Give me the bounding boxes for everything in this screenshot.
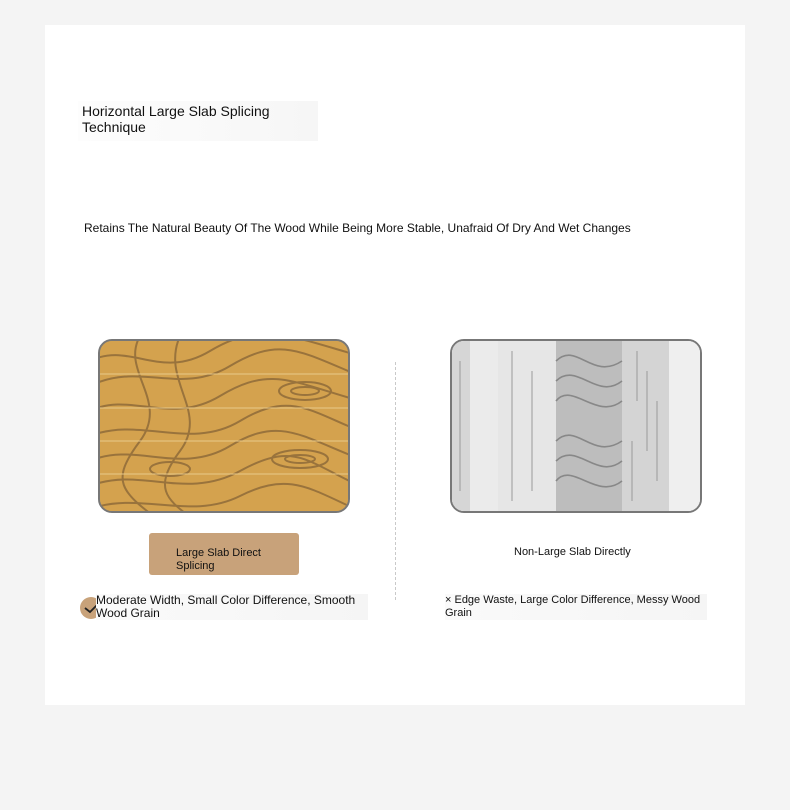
large-slab-label: Large Slab Direct Splicing: [149, 533, 299, 575]
page-subtitle: Retains The Natural Beauty Of The Wood While Being More Stable, Unafraid Of Dry And Wet Changes: [84, 221, 631, 235]
non-large-slab-label: Non-Large Slab Directly: [514, 546, 631, 558]
large-slab-description: Moderate Width, Small Color Difference, Smooth Wood Grain: [96, 594, 368, 620]
page-title: Horizontal Large Slab Splicing Technique: [78, 101, 318, 141]
non-large-slab-wood-image: [450, 339, 702, 513]
large-slab-wood-image: [98, 339, 350, 513]
dashed-divider: [395, 362, 396, 600]
non-large-slab-description: × Edge Waste, Large Color Difference, Messy Wood Grain: [445, 594, 707, 620]
